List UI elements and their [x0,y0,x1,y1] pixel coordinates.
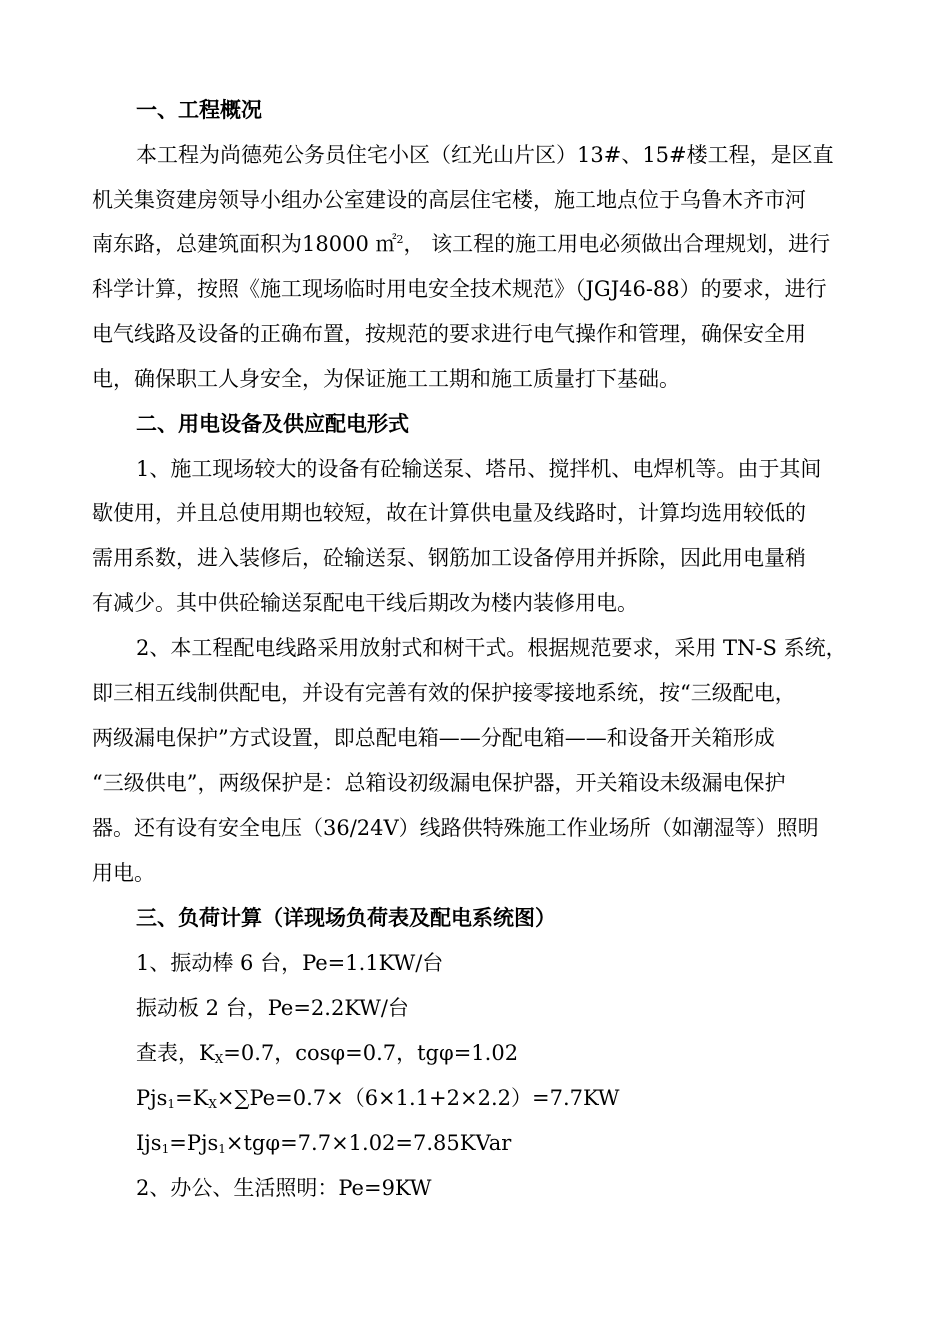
paragraph-text: ， 该工程的施工用电必须做出合理规划，进行 [403,232,831,256]
paragraph-line: 即三相五线制供配电，并设有完善有效的保护接零接地系统，按“三级配电， [92,681,796,705]
calc-text: ×∑Pe=0.7×（6×1.1+2×2.2）=7.7KW [216,1086,620,1110]
calc-line [136,1085,620,1111]
subscript: X [208,1097,217,1111]
paragraph-line: “三级供电”，两级保护是：总箱设初级漏电保护器，开关箱设未级漏电保护 [92,771,786,795]
paragraph-line: 需用系数，进入装修后，砼输送泵、钢筋加工设备停用并拆除，因此用电量稍 [92,546,806,570]
paragraph-line: 电，确保职工人身安全，为保证施工工期和施工质量打下基础。 [92,367,680,391]
calc-line: 2、办公、生活照明：Pe=9KW [136,1176,432,1200]
paragraph-line: 本工程为尚德苑公务员住宅小区（红光山片区）13#、15#楼工程，是区直 [136,143,834,167]
calc-text: =0.7，cosφ=0.7，tgφ=1.02 [223,1041,519,1065]
calc-text: =Pjs [169,1131,219,1155]
paragraph-line: 用电。 [92,861,155,885]
paragraph-line: 有减少。其中供砼输送泵配电干线后期改为楼内装修用电。 [92,591,638,615]
subscript: 1 [218,1142,226,1156]
subscript: 1 [161,1142,170,1156]
paragraph-line [92,231,830,257]
paragraph-text: 南东路，总建筑面积为18000 ㎡ [92,232,397,256]
calc-text: =K [175,1086,209,1110]
paragraph-line: 歇使用，并且总使用期也较短，故在计算供电量及线路时，计算均选用较低的 [92,501,806,525]
calc-line: 振动板 2 台，Pe=2.2KW/台 [136,996,409,1020]
section-heading-equipment: 二、用电设备及供应配电形式 [136,411,409,436]
calc-line: 1、振动棒 6 台，Pe=1.1KW/台 [136,951,444,975]
calc-text: 查表，K [136,1041,215,1065]
paragraph-line: 器。还有设有安全电压（36/24V）线路供特殊施工作业场所（如潮湿等）照明 [92,816,819,840]
superscript: 2 [396,233,404,246]
paragraph-line: 1、施工现场较大的设备有砼输送泵、塔吊、搅拌机、电焊机等。由于其间 [136,457,822,481]
paragraph-line: 科学计算，按照《施工现场临时用电安全技术规范》（JGJ46-88）的要求，进行 [92,277,827,301]
subscript: X [214,1052,224,1066]
paragraph-line: 2、本工程配电线路采用放射式和树干式。根据规范要求，采用 TN-S 系统， [136,636,847,660]
calc-line [136,1130,511,1156]
calc-text: ×tgφ=7.7×1.02=7.85KVar [225,1131,512,1155]
subscript: 1 [167,1097,176,1111]
calc-text: Ijs [136,1131,162,1155]
section-heading-load-calculation: 三、负荷计算（详现场负荷表及配电系统图） [136,905,556,930]
paragraph-line: 电气线路及设备的正确布置，按规范的要求进行电气操作和管理，确保安全用 [92,322,806,346]
section-heading-project-overview: 一、工程概况 [136,97,262,122]
calc-line [136,1040,518,1066]
paragraph-line: 机关集资建房领导小组办公室建设的高层住宅楼，施工地点位于乌鲁木齐市河 [92,188,806,212]
calc-text: Pjs [136,1086,168,1110]
paragraph-line: 两级漏电保护”方式设置，即总配电箱——分配电箱——和设备开关箱形成 [92,726,775,750]
